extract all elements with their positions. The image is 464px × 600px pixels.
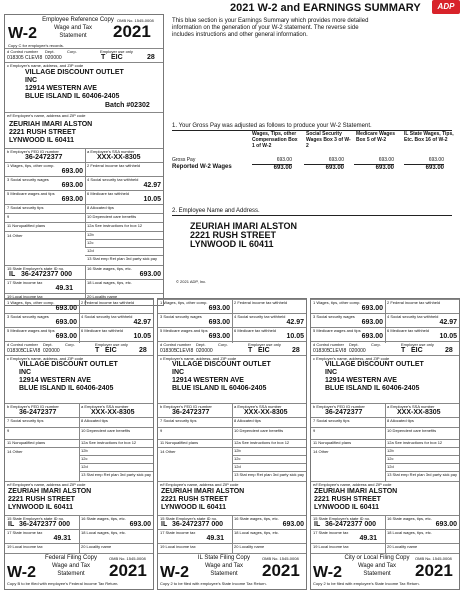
box-8-label: 8 Allocated tips xyxy=(87,205,114,210)
box-17-label: 17 State income tax xyxy=(7,530,43,535)
box-6-label: 6 Medicare tax withheld xyxy=(234,328,277,333)
employer-name-2: INC xyxy=(325,369,338,376)
box-15-state: IL xyxy=(9,271,16,278)
box-15-label: 15 State Employer's state ID no. xyxy=(7,516,65,521)
employee-box-label: e/f Employee's name, address and ZIP code xyxy=(7,113,86,118)
box-9-label: 9 xyxy=(7,428,10,433)
box-1-wages: 693.00 xyxy=(208,305,230,312)
box-7-label: 7 Social security tips xyxy=(160,418,197,423)
reported-label: Reported W-2 Wages xyxy=(172,164,232,170)
box-13-label: 13 Stat emp Ret plan 3rd party sick pay xyxy=(81,472,152,477)
box-10-label: 10 Dependent care benefits xyxy=(387,428,437,433)
box-20-label: 20 Locality name xyxy=(387,544,418,549)
box-16-state-wages: 693.00 xyxy=(282,521,304,528)
box-8-label: 8 Allocated tips xyxy=(234,418,261,423)
gross-val-1: 693.00 xyxy=(276,157,292,163)
corp-value: T xyxy=(101,54,106,61)
box-4-ss-tax: 42.97 xyxy=(143,182,161,189)
emp-use-label: Employer use only xyxy=(100,49,133,54)
gross-heading: 1. Your Gross Pay was adjusted as follows to produce your W-2 Statement. xyxy=(172,123,452,131)
box-4-ss-tax: 42.97 xyxy=(286,319,304,326)
omb-number: OMB No. 1545-0008 xyxy=(109,556,146,561)
employer-name-2: INC xyxy=(25,77,38,84)
box-12c-label: 12c xyxy=(234,456,241,461)
box-b-label: b Employer's FED ID number xyxy=(7,149,59,154)
reported-val-3: 693.00 xyxy=(354,164,394,172)
box-2-label: 2 Federal income tax withheld xyxy=(87,163,141,168)
stmt-title-3: Statement xyxy=(363,571,391,577)
control-number: 018305 xyxy=(7,55,24,61)
box-5-label: 5 Medicare wages and tips xyxy=(160,328,208,333)
box-16-label: 16 State wages, tips, etc. xyxy=(81,516,126,521)
employee-addr-1: 2221 RUSH STREET xyxy=(314,496,381,503)
box-10-label: 10 Dependent care benefits xyxy=(81,428,131,433)
box-5-med-wages: 693.00 xyxy=(55,333,77,340)
reported-val-2: 693.00 xyxy=(304,164,344,172)
corp-label: Corp. xyxy=(371,342,381,347)
box-15-label: 15 State Employer's state ID no. xyxy=(7,266,65,271)
box-6-label: 6 Medicare tax withheld xyxy=(87,191,130,196)
col-head-4: IL State Wages, Tips, Etc. Box 16 of W-2 xyxy=(404,131,454,143)
emp-use-value: EIC xyxy=(105,347,117,354)
employee-box-label: e/f Employee's name, address and ZIP code xyxy=(160,482,239,487)
box-15-state-id: 36-2472377 000 xyxy=(21,271,72,278)
box-12d-label: 12d xyxy=(87,248,94,253)
box-14-label: 14 Other xyxy=(313,449,329,454)
employer-name-2: INC xyxy=(19,369,32,376)
emp-use-value: EIC xyxy=(258,347,270,354)
box-7-label: 7 Social security tips xyxy=(7,205,44,210)
box-17-state-tax: 49.31 xyxy=(55,285,73,292)
box-16-state-wages: 693.00 xyxy=(129,521,151,528)
box-9-label: 9 xyxy=(160,428,163,433)
batch-number: Batch #02302 xyxy=(105,102,150,109)
box-19-label: 19 Local income tax xyxy=(7,294,43,299)
corp-value: T xyxy=(95,347,100,354)
emp-use-number: 28 xyxy=(445,347,453,354)
box-8-label: 8 Allocated tips xyxy=(387,418,414,423)
employer-addr-1: 12914 WESTERN AVE xyxy=(19,377,91,384)
box-15-state-id: 36-2472377 000 xyxy=(325,521,376,528)
w2-employee-reference-copy xyxy=(4,14,164,306)
box-16-label: 16 State wages, tips, etc. xyxy=(87,266,132,271)
box-19-label: 19 Local income tax xyxy=(7,544,43,549)
box-15-label: 15 State Employer's state ID no. xyxy=(160,516,218,521)
stmt-title-2: Wage and Tax xyxy=(357,563,397,569)
fed-id: 36-2472377 xyxy=(19,409,57,416)
w2-federal-filing-copy xyxy=(4,298,154,590)
employer-name-1: VILLAGE DISCOUNT OUTLET xyxy=(172,361,271,368)
reported-val-1: 693.00 xyxy=(252,164,292,172)
stmt-title-3: Statement xyxy=(210,571,238,577)
w2-label: W-2 xyxy=(7,564,37,581)
copy-note: Copy 2 to be filed with employee's State Income Tax Return. xyxy=(313,581,420,586)
dept-value: 020000 xyxy=(196,348,213,354)
box-3-label: 3 Social security wages xyxy=(160,314,202,319)
box-2-label: 2 Federal income tax withheld xyxy=(387,300,441,305)
stmt-title-3: Statement xyxy=(57,571,85,577)
box-15-state: IL xyxy=(8,521,15,528)
employee-box-label: e/f Employee's name, address and ZIP code xyxy=(7,482,86,487)
fed-id: 36-2472377 xyxy=(25,154,63,161)
earnings-summary xyxy=(170,14,460,296)
omb-number: OMB No. 1545-0008 xyxy=(415,556,452,561)
copy-c-note: Copy C for employee's records. xyxy=(8,43,64,48)
col-head-3: Medicare Wages Box 5 of W-2 xyxy=(356,131,395,143)
box-b-label: b Employer's FED ID number xyxy=(7,404,59,409)
box-14-label: 14 Other xyxy=(7,449,23,454)
copy-title: Federal Filing Copy xyxy=(44,555,98,561)
box-7-label: 7 Social security tips xyxy=(313,418,350,423)
tax-year: 2021 xyxy=(415,561,453,580)
intro-text: This blue section is your Earnings Summary which provides more detailed information on the generation of your W-2 statement. The reverse side includes instructions and other general information. xyxy=(172,18,369,38)
box-b-label: b Employer's FED ID number xyxy=(313,404,365,409)
employee-ssn: XXX-XX-8305 xyxy=(244,409,288,416)
employer-box-label: c Employer's name, address, and ZIP code xyxy=(7,356,84,361)
control-number: 018305 xyxy=(7,348,24,354)
gross-val-3: 693.00 xyxy=(378,157,394,163)
dept-label: Dept. xyxy=(43,342,53,347)
employer-box-label: c Employer's name, address, and ZIP code xyxy=(313,356,390,361)
employer-box-label: c Employer's name, address, and ZIP code xyxy=(160,356,237,361)
emp-use-number: 28 xyxy=(147,54,155,61)
control-code: CLEVI8 xyxy=(176,348,194,354)
box-12a-label: 12a See instructions for box 12 xyxy=(387,440,443,445)
emp-use-value: EIC xyxy=(411,347,423,354)
box-4-ss-tax: 42.97 xyxy=(133,319,151,326)
box-17-state-tax: 49.31 xyxy=(206,535,224,542)
stmt-title-2: Wage and Tax xyxy=(51,563,91,569)
control-label: d Control number xyxy=(7,49,38,54)
employee-ssn: XXX-XX-8305 xyxy=(397,409,441,416)
box-1-wages: 693.00 xyxy=(55,305,77,312)
control-code: CLEVI8 xyxy=(23,348,41,354)
box-8-label: 8 Allocated tips xyxy=(81,418,108,423)
omb-number: OMB No. 1545-0008 xyxy=(117,18,154,23)
box-18-label: 18 Local wages, tips, etc. xyxy=(387,530,432,535)
dept-value: 020000 xyxy=(349,348,366,354)
stmt-title-2: Wage and Tax xyxy=(53,25,93,31)
box-6-label: 6 Medicare tax withheld xyxy=(81,328,124,333)
page-title: 2021 W-2 and EARNINGS SUMMARY xyxy=(230,2,421,14)
box-16-label: 16 State wages, tips, etc. xyxy=(387,516,432,521)
box-a-label: a Employee's SSA number xyxy=(234,404,282,409)
box-16-state-wages: 693.00 xyxy=(435,521,457,528)
box-12a-label: 12a See instructions for box 12 xyxy=(87,223,143,228)
stmt-title-1: Employee Reference Copy xyxy=(42,17,114,23)
box-1-wages: 693.00 xyxy=(61,168,83,175)
employer-name-2: INC xyxy=(172,369,185,376)
box-5-label: 5 Medicare wages and tips xyxy=(7,328,55,333)
box-1-label: 1 Wages, tips, other comp. xyxy=(313,300,361,305)
control-label: d Control number xyxy=(160,342,191,347)
box-13-label: 13 Stat emp Ret plan 3rd party sick pay xyxy=(387,472,458,477)
box-12d-label: 12d xyxy=(234,464,241,469)
dept-value: 020000 xyxy=(43,348,60,354)
employee-name: ZEURIAH IMARI ALSTON xyxy=(9,121,93,128)
box-6-med-tax: 10.05 xyxy=(439,333,457,340)
copy-note: Copy B to be filed with employee's Federal Income Tax Return. xyxy=(7,581,119,586)
corp-value: T xyxy=(401,347,406,354)
control-label: d Control number xyxy=(313,342,344,347)
employee-name: ZEURIAH IMARI ALSTON xyxy=(8,488,92,495)
employer-addr-2: BLUE ISLAND IL 60406-2405 xyxy=(325,385,420,392)
box-5-label: 5 Medicare wages and tips xyxy=(7,191,55,196)
emp-use-label: Employer use only xyxy=(248,342,281,347)
gross-val-4: 693.00 xyxy=(428,157,444,163)
box-1-wages: 693.00 xyxy=(361,305,383,312)
employee-ssn: XXX-XX-8305 xyxy=(91,409,135,416)
employee-addr-2: LYNWOOD IL 60411 xyxy=(9,137,74,144)
employee-ssn: XXX-XX-8305 xyxy=(97,154,141,161)
box-13-label: 13 Stat emp Ret plan 3rd party sick pay xyxy=(87,256,158,261)
box-3-ss-wages: 693.00 xyxy=(61,182,83,189)
box-17-label: 17 State income tax xyxy=(7,280,43,285)
employee-addr-1: 2221 RUSH STREET xyxy=(161,496,228,503)
box-6-med-tax: 10.05 xyxy=(286,333,304,340)
box-20-label: 20 Locality name xyxy=(87,294,118,299)
box-10-label: 10 Dependent care benefits xyxy=(234,428,284,433)
box-6-med-tax: 10.05 xyxy=(133,333,151,340)
control-number: 018305 xyxy=(160,348,177,354)
employer-addr-2: BLUE ISLAND IL 60406-2405 xyxy=(172,385,267,392)
box-b-label: b Employer's FED ID number xyxy=(160,404,212,409)
employee-name: ZEURIAH IMARI ALSTON xyxy=(314,488,398,495)
box-15-state-id: 36-2472377 000 xyxy=(19,521,70,528)
dept-label: Dept. xyxy=(349,342,359,347)
box-4-label: 4 Social security tax withheld xyxy=(87,177,139,182)
control-code: CLEVI8 xyxy=(25,55,43,61)
box-5-label: 5 Medicare wages and tips xyxy=(313,328,361,333)
stmt-title-2: Wage and Tax xyxy=(204,563,244,569)
employer-name-1: VILLAGE DISCOUNT OUTLET xyxy=(25,69,124,76)
w2-state-filing-copy xyxy=(157,298,307,590)
employer-name-1: VILLAGE DISCOUNT OUTLET xyxy=(19,361,118,368)
box-7-label: 7 Social security tips xyxy=(7,418,44,423)
w2-label: W-2 xyxy=(313,564,343,581)
copy-title: City or Local Filing Copy xyxy=(344,555,410,561)
w2-label: W-2 xyxy=(8,25,38,42)
emp-use-label: Employer use only xyxy=(401,342,434,347)
box-15-label: 15 State Employer's state ID no. xyxy=(313,516,371,521)
box-12b-label: 12b xyxy=(81,448,88,453)
employee-name: ZEURIAH IMARI ALSTON xyxy=(161,488,245,495)
employee-addr-2: LYNWOOD IL 60411 xyxy=(8,504,73,511)
box-19-label: 19 Local income tax xyxy=(313,544,349,549)
employee-addr-1: 2221 RUSH STREET xyxy=(8,496,75,503)
box-3-label: 3 Social security wages xyxy=(7,314,49,319)
box-16-label: 16 State wages, tips, etc. xyxy=(234,516,279,521)
omb-number: OMB No. 1545-0008 xyxy=(262,556,299,561)
employer-box-label: c Employer's name, address, and ZIP code xyxy=(7,63,84,68)
box-9-label: 9 xyxy=(313,428,316,433)
box-16-state-wages: 693.00 xyxy=(139,271,161,278)
box-11-label: 11 Nonqualified plans xyxy=(7,440,46,445)
control-code: CLEVI8 xyxy=(329,348,347,354)
box-18-label: 18 Local wages, tips, etc. xyxy=(234,530,279,535)
summary-employee-name: ZEURIAH IMARI ALSTON xyxy=(190,221,297,231)
stmt-title-3: Statement xyxy=(59,33,87,39)
fed-id: 36-2472377 xyxy=(325,409,363,416)
addr-heading: 2. Employee Name and Address. xyxy=(172,208,452,216)
tax-year: 2021 xyxy=(113,22,151,41)
box-2-label: 2 Federal income tax withheld xyxy=(81,300,135,305)
col-head-1: Wages, Tips, other Compensation Box 1 of W-2 xyxy=(252,131,298,149)
employee-addr-2: LYNWOOD IL 60411 xyxy=(161,504,226,511)
box-15-state-id: 36-2472377 000 xyxy=(172,521,223,528)
box-12c-label: 12c xyxy=(81,456,88,461)
copy-title: IL State Filing Copy xyxy=(197,555,251,561)
dept-label: Dept. xyxy=(45,49,55,54)
box-14-label: 14 Other xyxy=(160,449,176,454)
w2-local-filing-copy xyxy=(310,298,460,590)
box-17-state-tax: 49.31 xyxy=(359,535,377,542)
adp-logo: ADP xyxy=(432,0,460,14)
copy-note: Copy 2 to be filed with employee's State Income Tax Return. xyxy=(160,581,267,586)
corp-label: Corp. xyxy=(65,342,75,347)
box-15-state: IL xyxy=(161,521,168,528)
box-a-label: a Employee's SSA number xyxy=(387,404,435,409)
employee-addr-2: LYNWOOD IL 60411 xyxy=(314,504,379,511)
box-a-label: a Employee's SSA number xyxy=(81,404,129,409)
box-5-med-wages: 693.00 xyxy=(208,333,230,340)
emp-use-number: 28 xyxy=(292,347,300,354)
emp-use-number: 28 xyxy=(139,347,147,354)
box-12b-label: 12b xyxy=(387,448,394,453)
box-3-ss-wages: 693.00 xyxy=(361,319,383,326)
box-17-state-tax: 49.31 xyxy=(53,535,71,542)
box-4-label: 4 Social security tax withheld xyxy=(81,314,133,319)
box-a-label: a Employee's SSA number xyxy=(87,149,135,154)
tax-year: 2021 xyxy=(262,561,300,580)
reported-val-4: 693.00 xyxy=(404,164,444,172)
corp-value: T xyxy=(248,347,253,354)
employer-addr-2: BLUE ISLAND IL 60406-2405 xyxy=(25,93,120,100)
emp-use-value: EIC xyxy=(111,54,123,61)
box-19-label: 19 Local income tax xyxy=(160,544,196,549)
box-2-label: 2 Federal income tax withheld xyxy=(234,300,288,305)
box-17-label: 17 State income tax xyxy=(160,530,196,535)
control-label: d Control number xyxy=(7,342,38,347)
box-11-label: 11 Nonqualified plans xyxy=(7,223,46,228)
summary-employee-addr-2: LYNWOOD IL 60411 xyxy=(190,239,274,249)
box-20-label: 20 Locality name xyxy=(81,544,112,549)
box-5-med-wages: 693.00 xyxy=(61,196,83,203)
copyright: © 2021 ADP, Inc. xyxy=(176,279,207,284)
employer-addr-1: 12914 WESTERN AVE xyxy=(325,377,397,384)
box-10-label: 10 Dependent care benefits xyxy=(87,214,137,219)
box-1-label: 1 Wages, tips, other comp. xyxy=(7,300,55,305)
summary-employee-addr-1: 2221 RUSH STREET xyxy=(190,230,277,240)
control-number: 018305 xyxy=(313,348,330,354)
w2-label: W-2 xyxy=(160,564,190,581)
box-9-label: 9 xyxy=(7,214,10,219)
employer-addr-1: 12914 WESTERN AVE xyxy=(172,377,244,384)
employer-addr-1: 12914 WESTERN AVE xyxy=(25,85,97,92)
employer-addr-2: BLUE ISLAND IL 60406-2405 xyxy=(19,385,114,392)
box-14-label: 14 Other xyxy=(7,233,23,238)
emp-use-label: Employer use only xyxy=(95,342,128,347)
box-13-label: 13 Stat emp Ret plan 3rd party sick pay xyxy=(234,472,305,477)
box-1-label: 1 Wages, tips, other comp. xyxy=(160,300,208,305)
box-12b-label: 12b xyxy=(87,232,94,237)
box-3-ss-wages: 693.00 xyxy=(55,319,77,326)
box-3-ss-wages: 693.00 xyxy=(208,319,230,326)
box-4-label: 4 Social security tax withheld xyxy=(387,314,439,319)
box-3-label: 3 Social security wages xyxy=(7,177,49,182)
box-11-label: 11 Nonqualified plans xyxy=(160,440,199,445)
box-20-label: 20 Locality name xyxy=(234,544,265,549)
box-12d-label: 12d xyxy=(81,464,88,469)
col-head-2: Social Security Wages Box 3 of W-2 xyxy=(306,131,351,149)
gross-label: Gross Pay xyxy=(172,157,196,163)
box-4-ss-tax: 42.97 xyxy=(439,319,457,326)
box-12a-label: 12a See instructions for box 12 xyxy=(234,440,290,445)
box-18-label: 18 Local wages, tips, etc. xyxy=(81,530,126,535)
tax-year: 2021 xyxy=(109,561,147,580)
box-5-med-wages: 693.00 xyxy=(361,333,383,340)
employee-addr-1: 2221 RUSH STREET xyxy=(9,129,76,136)
box-3-label: 3 Social security wages xyxy=(313,314,355,319)
box-12c-label: 12c xyxy=(387,456,394,461)
fed-id: 36-2472377 xyxy=(172,409,210,416)
box-6-label: 6 Medicare tax withheld xyxy=(387,328,430,333)
box-12c-label: 12c xyxy=(87,240,94,245)
box-6-med-tax: 10.05 xyxy=(143,196,161,203)
box-15-state: IL xyxy=(314,521,321,528)
box-17-label: 17 State income tax xyxy=(313,530,349,535)
box-1-label: 1 Wages, tips, other comp. xyxy=(7,163,55,168)
gross-val-2: 693.00 xyxy=(328,157,344,163)
corp-label: Corp. xyxy=(67,49,77,54)
dept-label: Dept. xyxy=(196,342,206,347)
employer-name-1: VILLAGE DISCOUNT OUTLET xyxy=(325,361,424,368)
box-4-label: 4 Social security tax withheld xyxy=(234,314,286,319)
dept-value: 020000 xyxy=(45,55,62,61)
box-18-label: 18 Local wages, tips, etc. xyxy=(87,280,132,285)
employee-box-label: e/f Employee's name, address and ZIP code xyxy=(313,482,392,487)
box-11-label: 11 Nonqualified plans xyxy=(313,440,352,445)
box-12d-label: 12d xyxy=(387,464,394,469)
box-12a-label: 12a See instructions for box 12 xyxy=(81,440,137,445)
box-12b-label: 12b xyxy=(234,448,241,453)
corp-label: Corp. xyxy=(218,342,228,347)
